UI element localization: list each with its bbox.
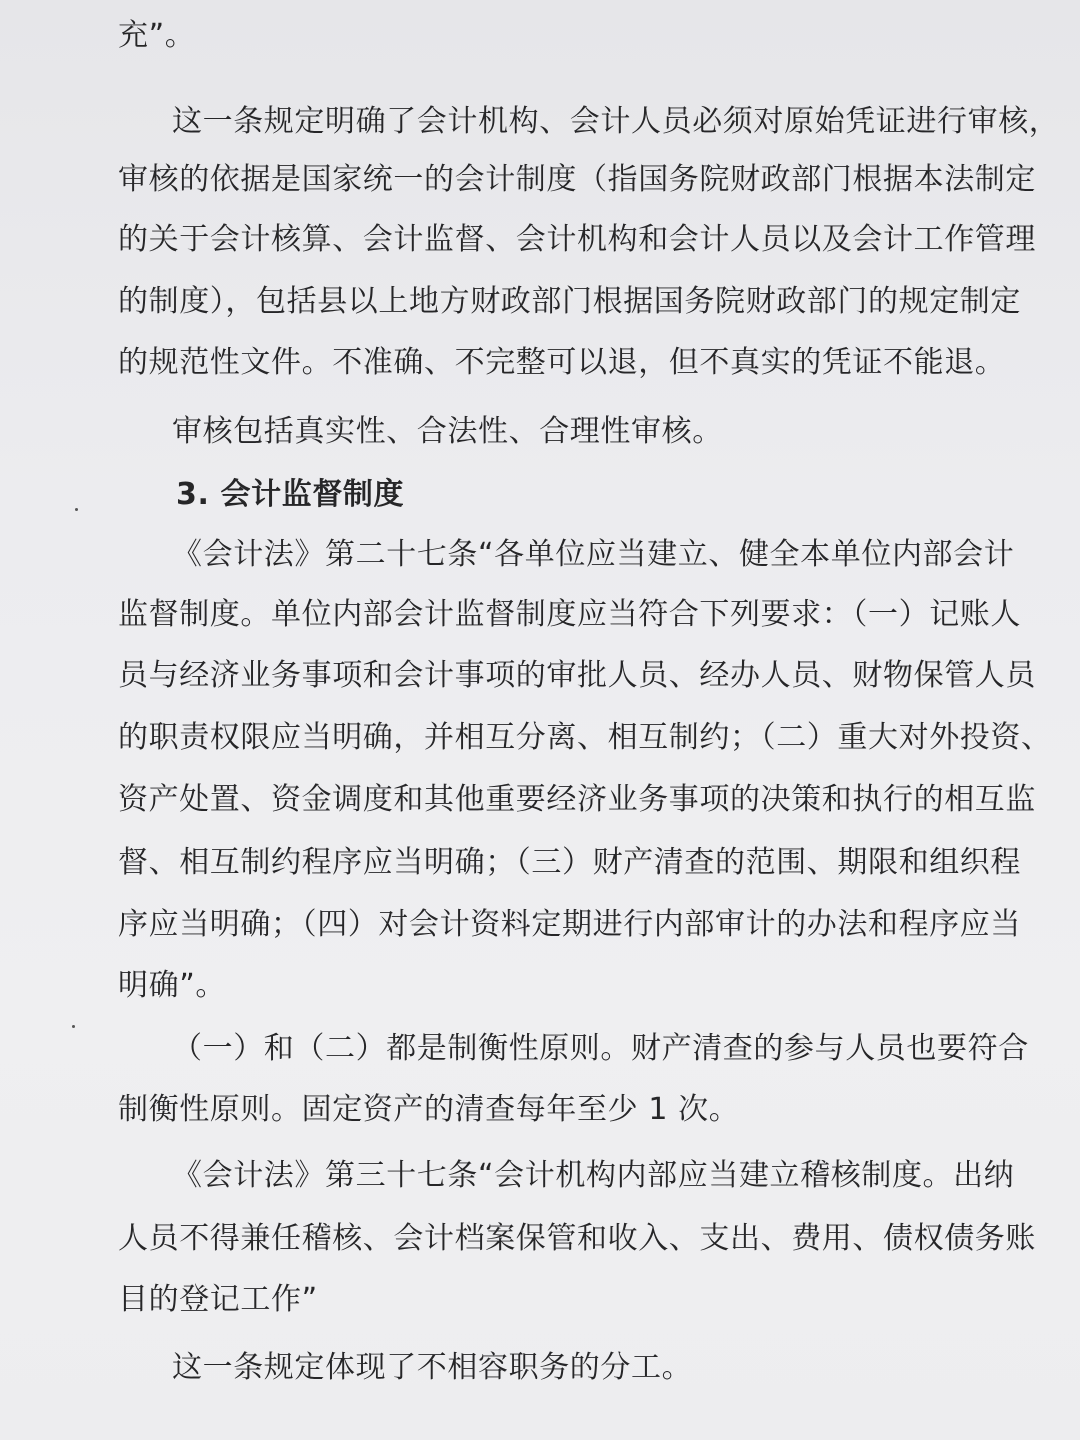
text-line: 监督制度。单位内部会计监督制度应当符合下列要求：（一）记账人	[118, 597, 1021, 632]
text-line: 人员不得兼任稽核、会计档案保管和收入、支出、费用、债权债务账	[118, 1221, 1036, 1256]
text-line: 资产处置、资金调度和其他重要经济业务事项的决策和执行的相互监	[118, 782, 1036, 817]
text-line: 的关于会计核算、会计监督、会计机构和会计人员以及会计工作管理	[118, 222, 1036, 257]
paragraph-first-line: （一）和（二）都是制衡性原则。财产清查的参与人员也要符合	[172, 1031, 1029, 1066]
paper-speck	[72, 1025, 75, 1028]
text-line: 制衡性原则。固定资产的清查每年至少 1 次。	[118, 1092, 740, 1127]
text-line: 的制度），包括县以上地方财政部门根据国务院财政部门的规定制定	[118, 284, 1021, 319]
text-line: 的规范性文件。不准确、不完整可以退，但不真实的凭证不能退。	[118, 345, 1006, 380]
text-line: 审核的依据是国家统一的会计制度（指国务院财政部门根据本法制定	[118, 162, 1036, 197]
text-line: 序应当明确；（四）对会计资料定期进行内部审计的办法和程序应当	[118, 907, 1021, 942]
text-line: 的职责权限应当明确，并相互分离、相互制约；（二）重大对外投资、	[118, 720, 1052, 755]
text-line: 员与经济业务事项和会计事项的审批人员、经办人员、财物保管人员	[118, 658, 1036, 693]
text-line: 督、相互制约程序应当明确；（三）财产清查的范围、期限和组织程	[118, 845, 1021, 880]
section-heading: 3. 会计监督制度	[176, 477, 405, 512]
paragraph-first-line: 《会计法》第三十七条“会计机构内部应当建立稽核制度。出纳	[172, 1158, 1015, 1193]
text-line: 目的登记工作”	[118, 1282, 318, 1317]
text-line: 充”。	[118, 18, 196, 53]
paragraph-first-line: 这一条规定明确了会计机构、会计人员必须对原始凭证进行审核，	[172, 104, 1060, 139]
paragraph-first-line: 这一条规定体现了不相容职务的分工。	[172, 1350, 693, 1385]
paragraph-first-line: 审核包括真实性、合法性、合理性审核。	[172, 414, 723, 449]
text-line: 明确”。	[118, 968, 226, 1003]
paragraph-first-line: 《会计法》第二十七条“各单位应当建立、健全本单位内部会计	[172, 537, 1015, 572]
paper-speck	[75, 508, 78, 511]
